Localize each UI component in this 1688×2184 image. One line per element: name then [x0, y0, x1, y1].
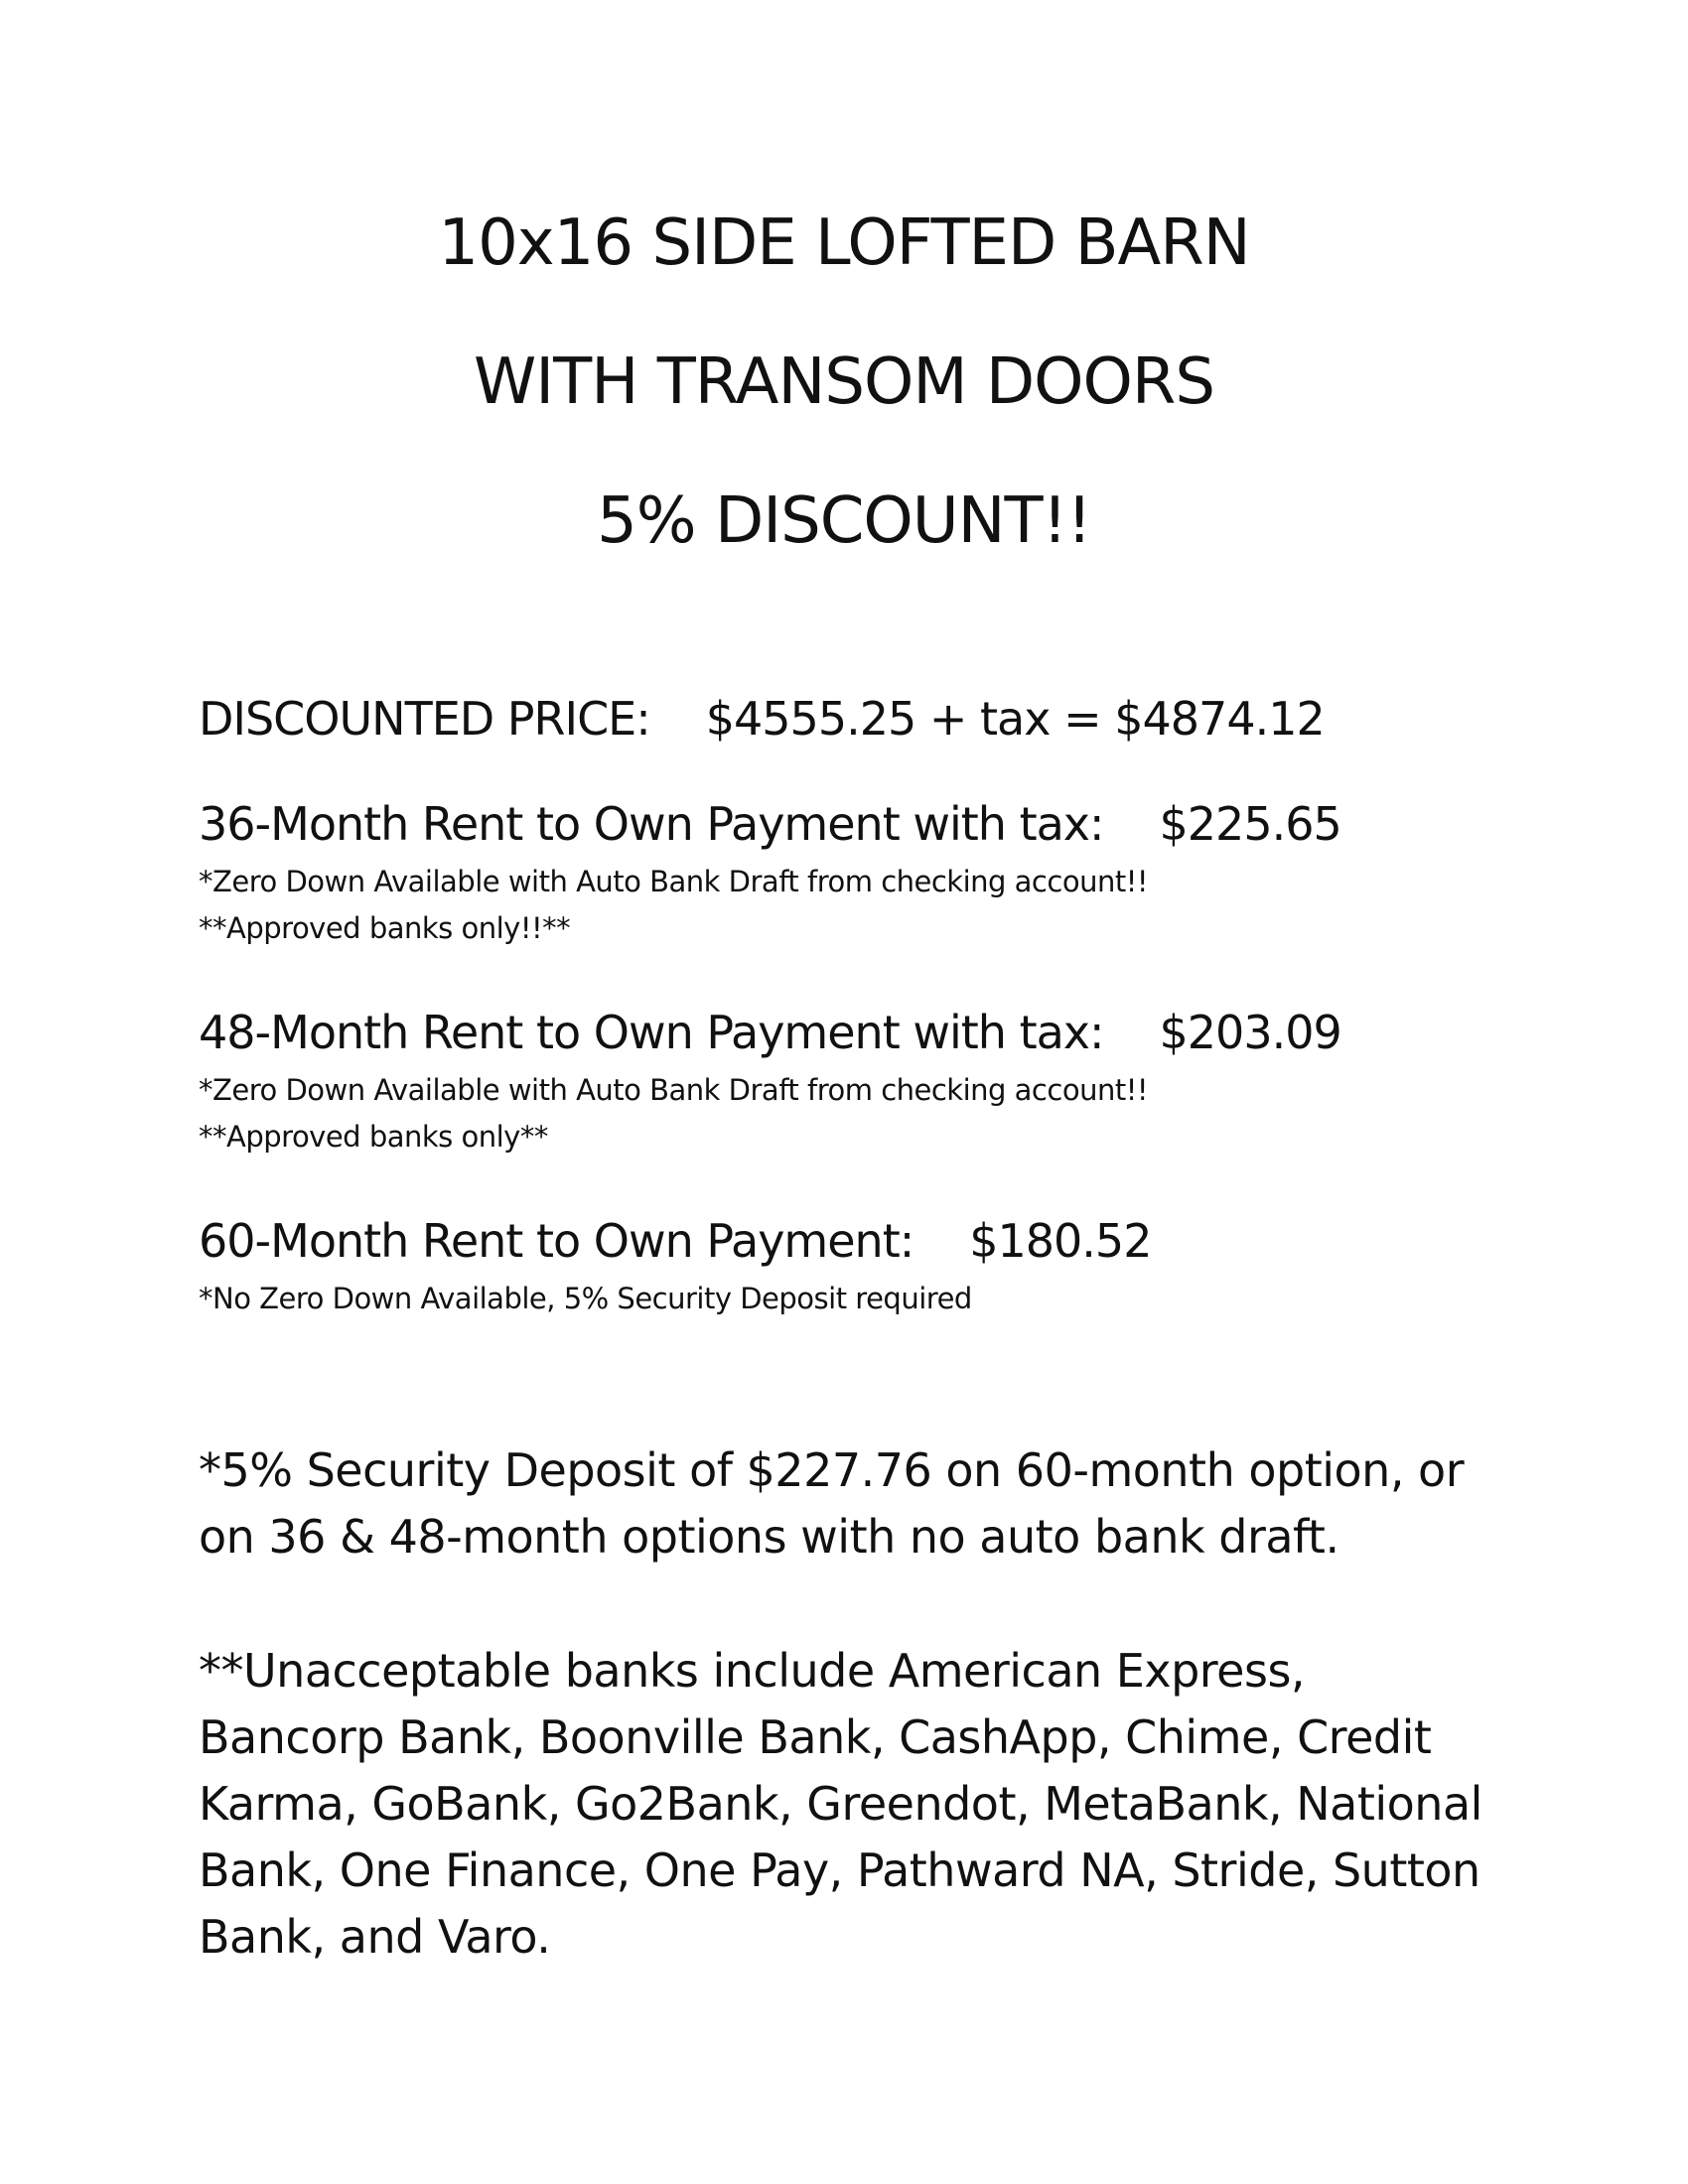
banks-line-5: Bank, and Varo.: [199, 1910, 551, 1964]
title-line-2: WITH TRANSOM DOORS: [473, 345, 1215, 419]
discounted-price-label: DISCOUNTED PRICE:: [199, 692, 650, 746]
option-48-row: [199, 1003, 1341, 1062]
option-36-label: 36-Month Rent to Own Payment with tax:: [199, 797, 1104, 851]
option-36-row: [199, 794, 1341, 854]
banks-line-3: Karma, GoBank, Go2Bank, Greendot, MetaBank, National: [199, 1777, 1482, 1831]
banks-line-2: Bancorp Bank, Boonville Bank, CashApp, Chime, Credit: [199, 1710, 1432, 1764]
title-line-1: 10x16 SIDE LOFTED BARN: [438, 206, 1250, 280]
option-36-note-1: *Zero Down Available with Auto Bank Draft from checking account!!: [199, 865, 1148, 898]
option-48-note-1: *Zero Down Available with Auto Bank Draft from checking account!!: [199, 1073, 1148, 1107]
option-60-amount: $180.52: [969, 1214, 1152, 1268]
option-48-note-2: **Approved banks only**: [199, 1120, 548, 1154]
title-line-3: 5% DISCOUNT!!: [597, 484, 1091, 558]
option-48-amount: $203.09: [1159, 1006, 1341, 1059]
discounted-price-value: $4555.25 + tax = $4874.12: [705, 692, 1325, 746]
option-48-label: 48-Month Rent to Own Payment with tax:: [199, 1006, 1104, 1059]
security-deposit-line-2: on 36 & 48-month options with no auto bank draft.: [199, 1510, 1339, 1564]
option-60-label: 60-Month Rent to Own Payment:: [199, 1214, 914, 1268]
discounted-price-row: [199, 689, 1325, 749]
banks-line-4: Bank, One Finance, One Pay, Pathward NA, Stride, Sutton: [199, 1843, 1480, 1897]
option-36-note-2: **Approved banks only!!**: [199, 911, 571, 945]
security-deposit-line-1: *5% Security Deposit of $227.76 on 60-month option, or: [199, 1443, 1465, 1497]
option-36-amount: $225.65: [1159, 797, 1341, 851]
option-60-row: [199, 1211, 1151, 1271]
unacceptable-banks-note: [199, 1638, 1489, 1971]
banks-line-1: **Unacceptable banks include American Express,: [199, 1644, 1306, 1698]
option-60-note-1: *No Zero Down Available, 5% Security Deposit required: [199, 1282, 972, 1315]
security-deposit-note: [199, 1437, 1489, 1570]
